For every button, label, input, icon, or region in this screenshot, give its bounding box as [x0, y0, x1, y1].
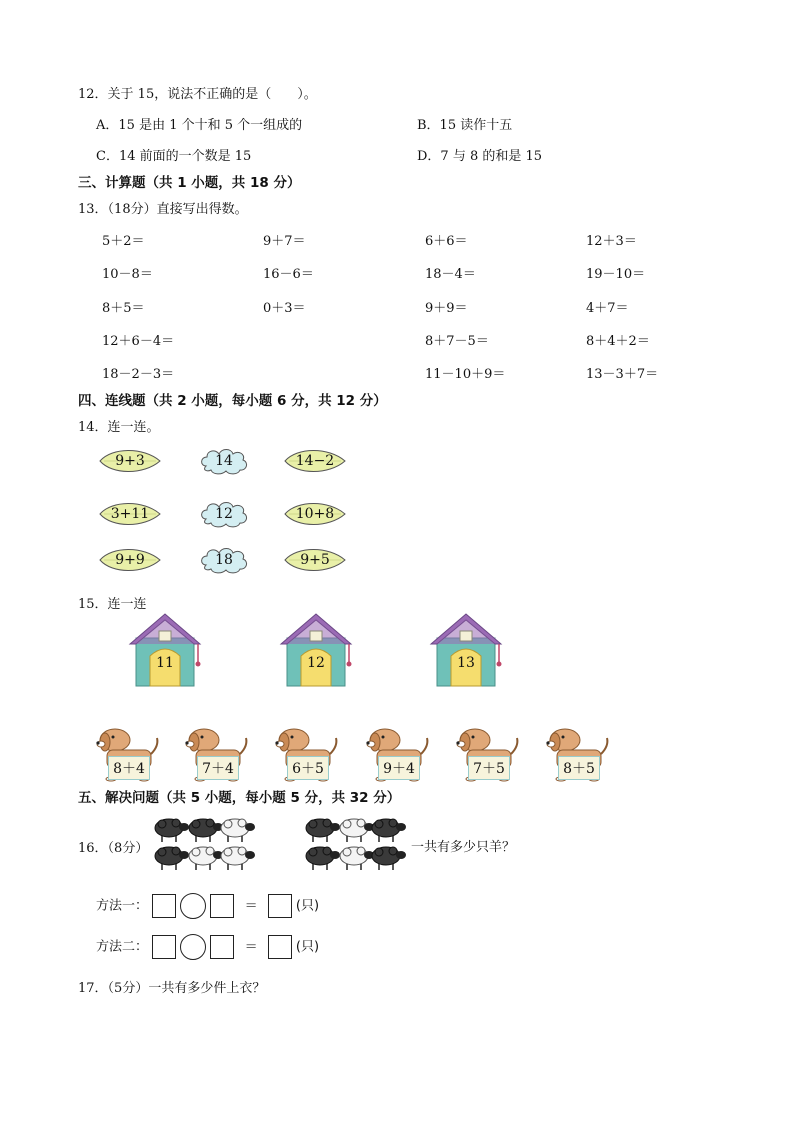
- section5-title: 五、解决问题（共 5 小题，每小题 5 分，共 32 分）: [78, 790, 401, 806]
- calc-expression: 4＋7＝: [586, 301, 629, 316]
- method2-equals: ＝: [244, 939, 258, 955]
- dog-expression: 8＋4: [108, 756, 150, 780]
- method1-answer-box[interactable]: [268, 894, 292, 918]
- leaf-expression: 14−2: [295, 453, 335, 469]
- house[interactable]: [429, 612, 503, 688]
- dog-expression: 6＋5: [287, 756, 329, 780]
- sheep-left-image: [152, 815, 256, 873]
- cloud-card[interactable]: [198, 545, 250, 575]
- house-icon: [279, 612, 353, 688]
- method2-operator-circle[interactable]: [180, 934, 206, 960]
- house[interactable]: [279, 612, 353, 688]
- calc-expression: 0＋3＝: [263, 301, 306, 316]
- dog-card[interactable]: [453, 726, 521, 782]
- sheep-right-image: [303, 815, 407, 873]
- leaf-expression: 3+11: [110, 506, 150, 522]
- house-icon: [128, 612, 202, 688]
- method1-operator-circle[interactable]: [180, 893, 206, 919]
- dog-card[interactable]: [93, 726, 161, 782]
- calc-expression: 12＋3＝: [586, 234, 637, 249]
- method2-label: 方法二：: [96, 939, 149, 955]
- method2-box-2[interactable]: [210, 935, 234, 959]
- house-number: 12: [307, 655, 325, 671]
- calc-expression: 12＋6－4＝: [102, 334, 175, 349]
- calc-expression: 11－10＋9＝: [425, 367, 506, 382]
- section4-title: 四、连线题（共 2 小题，每小题 6 分，共 12 分）: [78, 393, 387, 409]
- method2-box-1[interactable]: [152, 935, 176, 959]
- method1-unit: (只): [295, 898, 320, 914]
- q12-stem: 12．关于 15，说法不正确的是（ ）。: [78, 87, 317, 102]
- q12-option-c[interactable]: C．14 前面的一个数是 15: [96, 149, 252, 164]
- dog-card[interactable]: [272, 726, 340, 782]
- sheep-group-right: [303, 815, 407, 877]
- q14-stem: 14．连一连。: [78, 420, 160, 435]
- method2-row: [96, 934, 319, 960]
- calc-expression: 8＋4＋2＝: [586, 334, 650, 349]
- calc-expression: 8＋7－5＝: [425, 334, 489, 349]
- calc-expression: 6＋6＝: [425, 234, 468, 249]
- calc-expression: 13－3＋7＝: [586, 367, 659, 382]
- leaf-expression: 9+9: [115, 552, 145, 568]
- method1-equals: ＝: [244, 898, 258, 914]
- calc-expression: 9＋9＝: [425, 301, 468, 316]
- q12-option-b[interactable]: B．15 读作十五: [417, 118, 513, 133]
- leaf-expression: 9+5: [300, 552, 330, 568]
- calc-expression: 5＋2＝: [102, 234, 145, 249]
- section3-title: 三、计算题（共 1 小题，共 18 分）: [78, 175, 301, 191]
- q13-stem: 13．（18分）直接写出得数。: [78, 202, 248, 217]
- cloud-number: 18: [215, 552, 233, 568]
- house-icon: [429, 612, 503, 688]
- house[interactable]: [128, 612, 202, 688]
- dog-card[interactable]: [182, 726, 250, 782]
- cloud-card[interactable]: [198, 446, 250, 476]
- calc-expression: 9＋7＝: [263, 234, 306, 249]
- calc-expression: 19－10＝: [586, 267, 646, 282]
- leaf-expression: 9+3: [115, 453, 145, 469]
- q16-number: 16．（8分）: [78, 841, 149, 856]
- dog-expression: 7＋5: [468, 756, 510, 780]
- leaf-card[interactable]: [283, 499, 347, 529]
- q12-option-d[interactable]: D．7 与 8 的和是 15: [417, 149, 543, 164]
- dog-card[interactable]: [543, 726, 611, 782]
- leaf-card[interactable]: [98, 545, 162, 575]
- leaf-card[interactable]: [283, 545, 347, 575]
- method2-answer-box[interactable]: [268, 935, 292, 959]
- method1-box-2[interactable]: [210, 894, 234, 918]
- calc-expression: 18－2－3＝: [102, 367, 175, 382]
- leaf-card[interactable]: [283, 446, 347, 476]
- calc-expression: 16－6＝: [263, 267, 314, 282]
- q15-stem: 15．连一连: [78, 597, 147, 612]
- leaf-card[interactable]: [98, 446, 162, 476]
- method1-box-1[interactable]: [152, 894, 176, 918]
- calc-expression: 10－8＝: [102, 267, 153, 282]
- cloud-number: 12: [215, 506, 233, 522]
- calc-expression: 18－4＝: [425, 267, 476, 282]
- method2-unit: (只): [295, 939, 320, 955]
- house-number: 11: [156, 655, 174, 671]
- q16-question: 一共有多少只羊？: [411, 840, 516, 855]
- calc-expression: 8＋5＝: [102, 301, 145, 316]
- q17-stem: 17．（5分）一共有多少件上衣？: [78, 981, 266, 996]
- dog-expression: 9＋4: [378, 756, 420, 780]
- dog-expression: 7＋4: [197, 756, 239, 780]
- dog-expression: 8＋5: [558, 756, 600, 780]
- method1-row: [96, 893, 319, 919]
- cloud-number: 14: [215, 453, 233, 469]
- sheep-group-left: [152, 815, 256, 877]
- cloud-card[interactable]: [198, 499, 250, 529]
- q12-option-a[interactable]: A．15 是由 1 个十和 5 个一组成的: [96, 118, 303, 133]
- house-number: 13: [457, 655, 475, 671]
- leaf-card[interactable]: [98, 499, 162, 529]
- dog-card[interactable]: [363, 726, 431, 782]
- method1-label: 方法一：: [96, 898, 149, 914]
- leaf-expression: 10+8: [295, 506, 335, 522]
